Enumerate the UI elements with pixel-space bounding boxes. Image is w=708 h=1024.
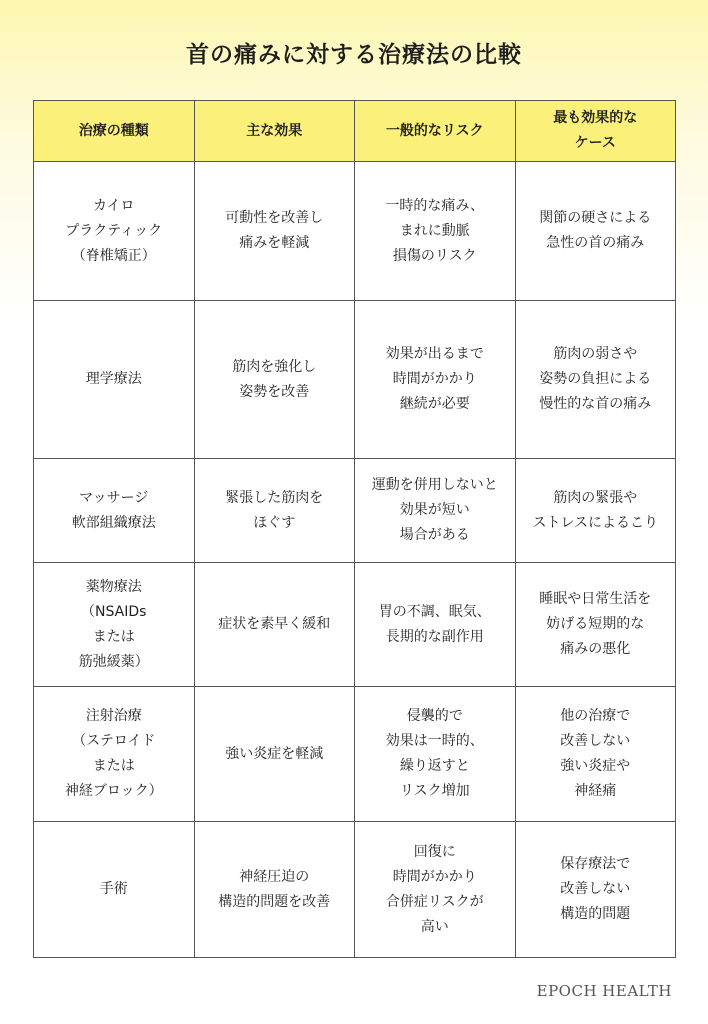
table-row xyxy=(34,459,676,563)
page-title: 首の痛みに対する治療法の比較 xyxy=(186,42,522,68)
table-header-row xyxy=(34,101,676,162)
cell-treatment: 注射治療 （ステロイド または 神経ブロック） xyxy=(34,687,195,822)
cell-effect: 強い炎症を軽減 xyxy=(194,687,355,822)
cell-risk: 運動を併用しないと 効果が短い 場合がある xyxy=(355,459,516,563)
cell-risk: 胃の不調、眠気、 長期的な副作用 xyxy=(355,563,516,687)
cell-effect: 可動性を改善し 痛みを軽減 xyxy=(194,162,355,301)
cell-effect: 緊張した筋肉を ほぐす xyxy=(194,459,355,563)
table-row xyxy=(34,301,676,459)
cell-treatment: 手術 xyxy=(34,822,195,958)
comparison-table xyxy=(33,100,676,958)
table-row xyxy=(34,563,676,687)
cell-risk: 侵襲的で 効果は一時的、 繰り返すと リスク増加 xyxy=(355,687,516,822)
header-treatment-type: 治療の種類 xyxy=(34,101,195,162)
cell-best-case: 保存療法で 改善しない 構造的問題 xyxy=(515,822,676,958)
table-row xyxy=(34,822,676,958)
cell-risk: 回復に 時間がかかり 合併症リスクが 高い xyxy=(355,822,516,958)
header-main-effect: 主な効果 xyxy=(194,101,355,162)
table-row xyxy=(34,687,676,822)
cell-treatment: 薬物療法 （NSAIDs または 筋弛緩薬） xyxy=(34,563,195,687)
cell-best-case: 睡眠や日常生活を 妨げる短期的な 痛みの悪化 xyxy=(515,563,676,687)
cell-risk: 効果が出るまで 時間がかかり 継続が必要 xyxy=(355,301,516,459)
cell-risk: 一時的な痛み、 まれに動脈 損傷のリスク xyxy=(355,162,516,301)
cell-best-case: 関節の硬さによる 急性の首の痛み xyxy=(515,162,676,301)
cell-best-case: 筋肉の緊張や ストレスによるこり xyxy=(515,459,676,563)
cell-effect: 症状を素早く緩和 xyxy=(194,563,355,687)
cell-treatment: マッサージ 軟部組織療法 xyxy=(34,459,195,563)
table-row xyxy=(34,162,676,301)
cell-treatment: 理学療法 xyxy=(34,301,195,459)
header-common-risk: 一般的なリスク xyxy=(355,101,516,162)
cell-treatment: カイロ プラクティック （脊椎矯正） xyxy=(34,162,195,301)
cell-best-case: 筋肉の弱さや 姿勢の負担による 慢性的な首の痛み xyxy=(515,301,676,459)
cell-effect: 筋肉を強化し 姿勢を改善 xyxy=(194,301,355,459)
header-best-case: 最も効果的な ケース xyxy=(515,101,676,162)
epoch-health-logo: EPOCH HEALTH xyxy=(536,982,672,1000)
cell-effect: 神経圧迫の 構造的問題を改善 xyxy=(194,822,355,958)
cell-best-case: 他の治療で 改善しない 強い炎症や 神経痛 xyxy=(515,687,676,822)
